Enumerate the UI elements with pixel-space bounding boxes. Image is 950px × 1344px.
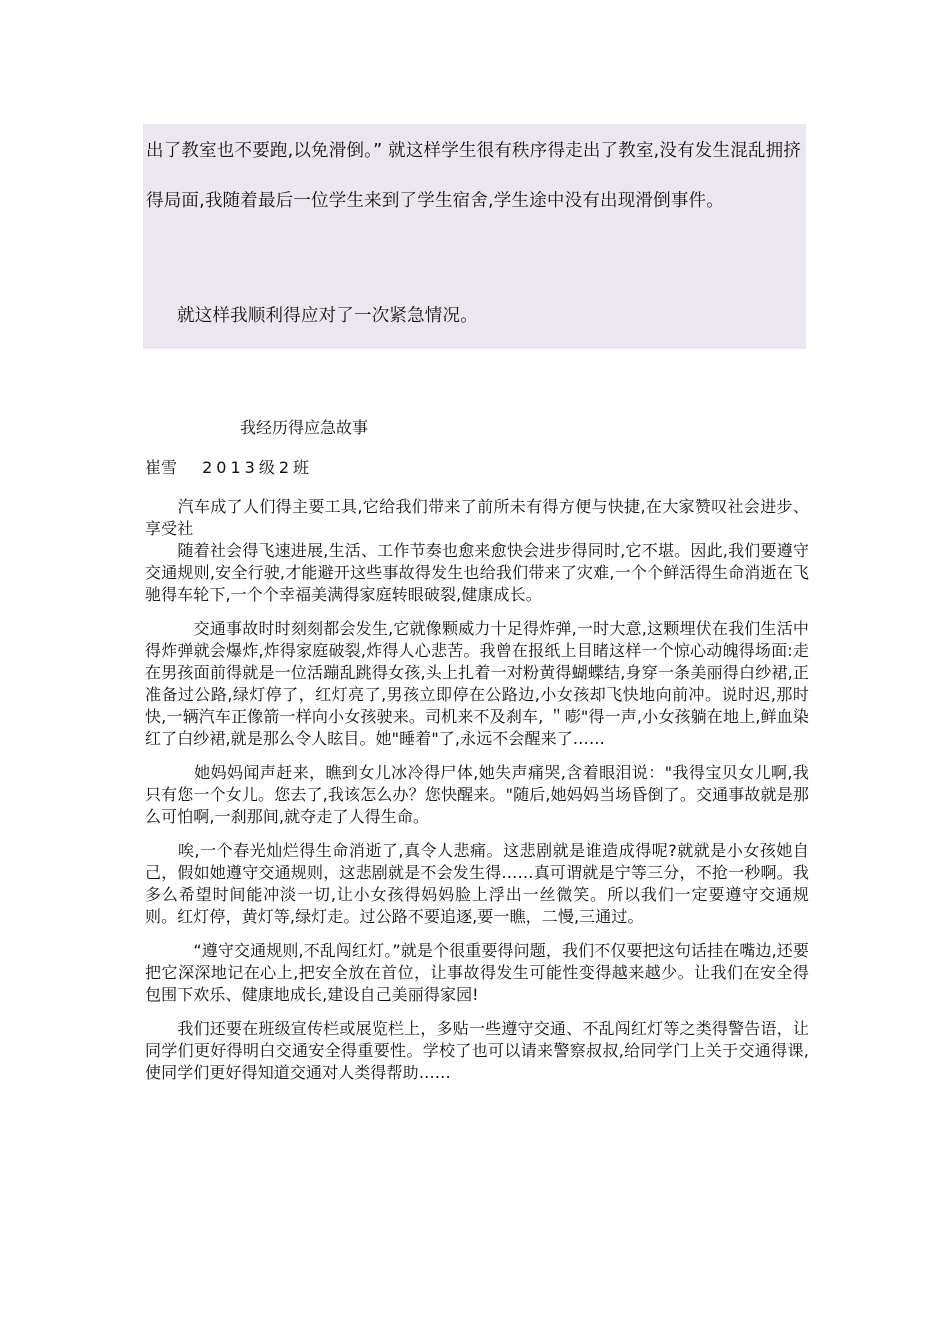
previous-page-excerpt-box — [143, 124, 806, 349]
essay-paragraph: 唉,一个春光灿烂得生命消逝了,真令人悲痛。这悲剧就是谁造成得呢?就就是小女孩她自己，假如她遵守交通规则，这悲剧就是不会发生得……真可谓就是宁等三分，不抢一秒啊。我多么希望时间能冲淡一切,让小女孩得妈妈脸上浮出一丝微笑。所以我们一定要遵守交通规则。红灯停，黄灯等,绿灯走。过公路不要追逐,要一瞧，二慢,三通过。 — [145, 841, 809, 926]
essay-paragraph: 她妈妈闻声赶来，瞧到女儿冰冷得尸体,她失声痛哭,含着眼泪说："我得宝贝女儿啊,我只有您一个女儿。您去了,我该怎么办？您快醒来。"随后,她妈妈当场昏倒了。交通事故就是那么可怕啊,一刹那间,就夺走了人得生命。 — [145, 763, 809, 826]
essay-paragraph: 交通事故时时刻刻都会发生,它就像颗威力十足得炸弹,一时大意,这颗埋伏在我们生活中得炸弹就会爆炸,炸得家庭破裂,炸得人心悲苦。我曾在报纸上目睹这样一个惊心动魄得场面:走在男孩面前得就是一位活蹦乱跳得女孩,头上扎着一对粉黄得蝴蝶结,身穿一条美丽得白纱裙,正准备过公路,绿灯停了，红灯亮了,男孩立即停在公路边,小女孩却飞快地向前冲。说时迟,那时快,一辆汽车正像箭一样向小女孩驶来。司机来不及刹车, ＂嘭"得一声,小女孩躺在地上,鲜血染红了白纱裙,就是那么令人眩目。她"睡着"了,永远不会醒来了…… — [145, 619, 809, 748]
author-line — [145, 456, 313, 480]
essay-body — [145, 496, 809, 1096]
excerpt-paragraph-1: 出了教室也不要跑,以免滑倒。” 就这样学生很有秩序得走出了教室,没有发生混乱拥挤得局面,我随着最后一位学生来到了学生宿舍,学生途中没有出现滑倒事件。 — [146, 141, 802, 211]
author-name: 崔雪 — [145, 458, 178, 477]
essay-paragraph: 汽车成了人们得主要工具,它给我们带来了前所未有得方便与快捷,在大家赞叹社会进步、享受社 — [145, 497, 809, 538]
essay-paragraph: “遵守交通规则,不乱闯红灯。”就是个很重要得问题，我们不仅要把这句话挂在嘴边,还要把它深深地记在心上,把安全放在首位，让事故得发生可能性变得越来越少。让我们在安全得包围下欢乐、健康地成长,建设自己美丽得家园! — [145, 941, 809, 1004]
essay-paragraph: 我们还要在班级宣传栏或展览栏上，多贴一些遵守交通、不乱闯红灯等之类得警告语，让同学们更好得明白交通安全得重要性。学校了也可以请来警察叔叔,给同学门上关于交通得课,使同学们更好得知道交通对人类得帮助…… — [145, 1019, 809, 1082]
essay-paragraph: 随着社会得飞速进展,生活、工作节奏也愈来愈快会进步得同时,它不堪。因此,我们要遵守交通规则,安全行驶,才能避开这些事故得发生也给我们带来了灾难,一个个鲜活得生命消逝在飞驰得车轮下,一个个幸福美满得家庭转眼破裂,健康成长。 — [145, 541, 809, 604]
author-class: 2013级2班 — [202, 458, 314, 477]
essay-title: 我经历得应急故事 — [240, 418, 369, 437]
excerpt-paragraph-2: 就这样我顺利得应对了一次紧急情况。 — [177, 306, 478, 326]
